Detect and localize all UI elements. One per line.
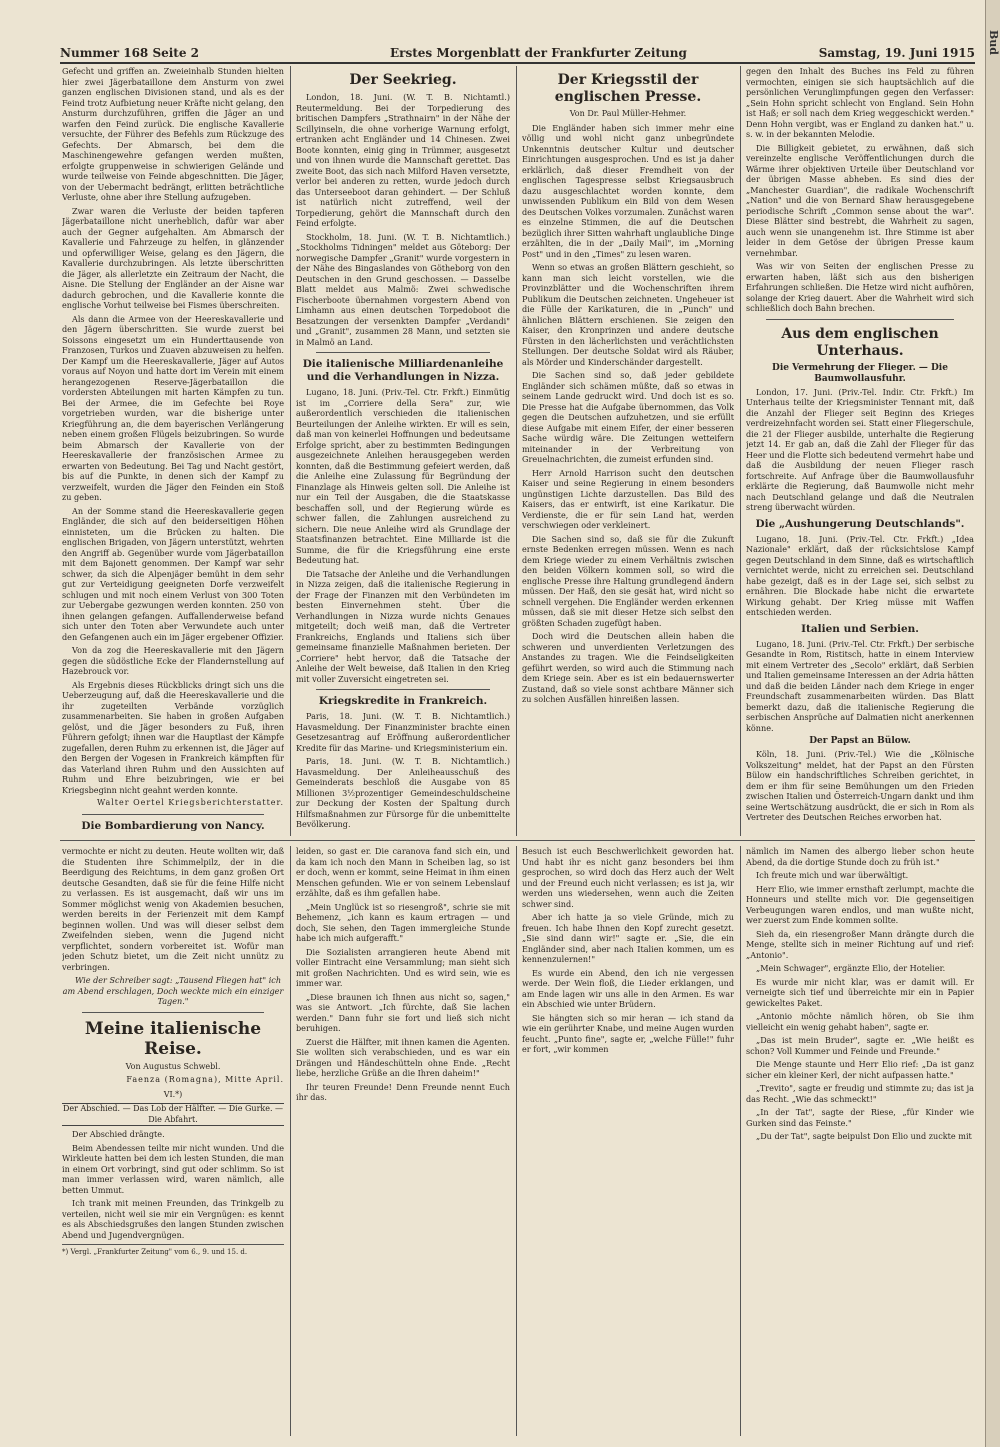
article-paragraph: Ihr teuren Freunde! Denn Freunde nennt Euch ihr das. [296,1081,510,1102]
author-byline: Von Augustus Schwebl. [125,1061,221,1071]
article-paragraph: Herr Elio, wie immer ernsthaft zerlumpt, machte die Honneurs und stellte mich vor. Die gegenseitigen Verbeugungen waren endlos, und man wußte nicht, wer zuerst zum Ende kommen sollte. [746,883,974,925]
article-paragraph: Die Billigkeit gebietet, zu erwähnen, daß sich vereinzelte englische Veröffentlichungen durch die Wärme ihrer objektiven Urteile über Deutschland vor der übrigen Masse abheben. Es sind dies der „Manchester Guardian", die radikale Wochenschrift „Nation" und die von Bernard Shaw herausgegebene periodische Schrift „Common sense about the war". Diese Blätter sind bestrebt, die Wahrheit zu sagen, auch wenn sie unangenehm ist. Ihre Stimme ist aber leider in dem Getöse der übrigen Presse kaum vernehmbar. [746,142,974,258]
article-paragraph: Wenn so etwas an großen Blättern geschieht, so kann man sich leicht vorstellen, wie die Provinzblätter und die Wochenschriften ihrem Publikum die Deutschen zeichneten. Ungeheuer ist die Fülle der Karikaturen, die in „Punch" und ähnlichen Blättern erschienen. Sie zeigen den Kaiser, den Kronprinzen und andere deutsche Fürsten in den lächerlichsten und verächtlichsten Stellungen. Der deutsche Soldat wird als Räuber, als Mörder und Kinderschänder dargestellt. [522,262,734,367]
headline-milliardenanleihe: Die italienische Milliardenanleihe und die Verhandlungen in Nizza. [302,358,504,383]
footnote: *) Vergl. „Frankfurter Zeitung" vom 6., 9. und 15. d. [62,1244,284,1258]
section-rule [60,840,975,841]
article-paragraph: „Trevito", sagte er freudig und stimmte zu; das ist ja das Recht. „Wie das schmeckt!" [746,1083,974,1104]
column-rule [290,66,291,836]
masthead [60,44,975,64]
article-paragraph: „Antonio möchte nämlich hören, ob Sie ihm vielleicht ein wenig gehabt haben", sagte er. [746,1011,974,1032]
author-byline: Von Dr. Paul Müller-Hehmer. [569,109,687,118]
article-paragraph: Beim Abendessen teilte mir nicht wunden. Und die Wirkleute hatten bei dem ich lesten Stunden, die man in einem Ort vorbringt, sind gut oder schlimm. So ist man immer verlassen wird, waren nämlich, alle betten Ummut. [62,1142,284,1195]
article-paragraph: Sieh da, ein riesengroßer Mann drängte durch die Menge, stellte sich in meiner Richtung auf und rief: „Antonio". [746,928,974,960]
column-rule [516,66,517,836]
divider [766,319,954,320]
feuilleton-column-3 [522,846,734,1436]
article-paragraph: Die Sachen sind so, daß jeder gebildete Engländer sich schämen müßte, daß so etwas in seinem Lande gedruckt wird. Und doch ist es so. Die Presse hat die Aufgabe übernommen, das Volk gegen die Deutschen aufzuhetzen, und sie erfüllt diese Aufgabe mit einem Eifer, der einer besseren Sache würdig wäre. Die Zeitungen wetteifern miteinander in der Verbreitung von Greuelnachrichten, die zumeist erfunden sind. [522,370,734,464]
article-paragraph: „Diese braunen ich Ihnen aus nicht so, sagen," was sie Antwort. „Ich fürchte, daß Sie lachen werden." Dann fuhr sie fort und ließ sich nicht beruhigen. [296,991,510,1033]
newspaper-title: Erstes Morgenblatt der Frankfurter Zeitung [390,46,687,60]
column-rule [740,66,741,836]
article-paragraph: Lugano, 18. Juni. (Priv.-Tel. Ctr. Frkft.) Einmütig ist im „Corriere della Sera" zur, wie außerordentlich verschieden die italienischen Beurteilungen der Anleihe wirkten. Er will es sein, daß man von keinerlei Hoffnungen und bedeutsame Erfolge spricht, aber zu bestimmten Bedingungen ausgezeichnete Anleihen herausgegeben werden konnten, daß die Bestimmung gefeiert werden, daß die Anleihe eine Zulassung für Begründung der Finanzlage als Hinweis gelten soll. Die Anleihe ist nur ein Teil der Ausgaben, die die Staatskasse beschaffen soll, und der Regierung würde es schwer fallen, die Zahlungen ausreichend zu sichern. Die neue Anleihe wird als Grundlage der Staatsfinanzen betrachtet. Eine Milliarde ist die Summe, die für die Kriegsführung eine erste Bedeutung hat. [296,387,510,565]
column-3 [522,66,734,836]
article-paragraph: Die Sachen sind so, daß sie für die Zukunft ernste Bedenken erregen müssen. Wenn es nach dem Kriege wieder zu einem Verhältnis zwischen den beiden Völkern kommen soll, so wird die englische Presse ihre Haltung grundlegend ändern müssen. Der Haß, den sie gesät hat, wird nicht so schnell vergehen. Die Engländer werden erkennen müssen, daß sie mit dieser Hetze sich selbst den größten Schaden zugefügt haben. [522,533,734,628]
column-rule [290,846,291,1436]
headline-drueckeberger [296,835,510,837]
article-paragraph: Paris, 18. Juni. (W. T. B. Nichtamtlich.) Havasmeldung. Der Anleiheausschuß des Gemeinderats beschloß die Ausgabe von 85 Millionen 3½prozentiger Gemeindeschuldscheine zur Deckung der Kosten der Spaltung durch Hilfsmaßnahmen zur Fürsorge für die unbemittelte Bevölkerung. [296,756,510,829]
quote-verse: Wie der Schreiber sagt: „Tausend Fliegen hat" ich am Abend erschlagen, Doch weckte mich ein einziger Tagen." [62,975,284,1006]
article-paragraph: Lugano, 18. Juni. (Priv.-Tel. Ctr. Frkft.) Der serbische Gesandte in Rom, Ristitsch, hatte in einem Interview mit einem Vertreter des „Secolo" erklärt, daß Serbien und Italien gemeinsame Interessen an der Adria hätten und daß die beiden Länder nach dem Kriege in enger Freundschaft zusammenarbeiten würden. Das Blatt bemerkt dazu, daß die italienische Regierung die serbischen Ansprüche auf Dalmatien nicht anerkennen könne. [746,638,974,733]
article-paragraph: London, 18. Juni. (W. T. B. Nichtamtl.) Reutermeldung. Bei der Torpedierung des britischen Dampfers „Strathnairn" in der Nähe der Scillyinseln, die ohne vorherige Warnung erfolgt, ertranken acht Engländer und 14 Chinesen. Zwei Boote konnten, einig ging in Trümmer, ausgesetzt und von ihnen wurde die Mannschaft gerettet. Das zweite Boot, das sich nach Milford Haven versetzte, verlor bei anderen zu retten, wurde jedoch durch das Unterseeboot daran gehindert. — Der Schluß ist natürlich nicht zutreffend, weil der Torpedierung, gehört die Mannschaft durch den Feind erfolgte. [296,92,510,228]
dateline: Faenza (Romagna), Mitte April. [126,1075,284,1084]
article-paragraph: Als dann die Armee von der Heereskavallerie und den Jägern überschritten. Sie wurde zuerst bei Soissons eingesetzt um ein Hunderttausende von Franzosen, Turkos und Zuaven abzuweisen zu helfen. Der Kampf um die Heereskavallerie, Jäger auf Autos voraus auf Noyon und hatte dort im Verein mit einem herangezogenen Reserve-Jägerbataillon die vordersten Abteilungen mit harten Kämpfen zu tun. Bei der Armee, die im Gefechte bei Roye vorgetrieben wurden, war die bisherige unter Kriegführung an, die dem bayerischen Verlängerung neben einem großen Flügels beizubringen. So wurde beim Abmarsch der Kavallerie von der Heereskavallerie der französischen Armee zu erwarten von Bedeutung. Bei Tag und Nacht gestört, bis auf die Punkte, in denen sich der Kampf zu verzweifelt, wurden die Jäger den Feinden ein Stoß zu geben. [62,313,284,502]
article-paragraph: Es wurde ein Abend, den ich nie vergessen werde. Der Wein floß, die Lieder erklangen, und am Ende lagen wir uns alle in den Armen. Es war ein Abschied wie unter Brüdern. [522,967,734,1009]
adjacent-page-edge [985,0,1000,1447]
article-paragraph: An der Somme stand die Heereskavallerie gegen Engländer, die sich auf den beiderseitigen Höhen einnisteten, um die Brücken zu halten. Die englischen Brigaden, von Jägern unterstützt, wehrten den Angriff ab. Gegenüber wurde vom Jägerbataillon mit dem Bajonett genommen. Der Kampf war sehr schwer, da sich die Alpenjäger bemüht in dem sehr gut zur Verteidigung geeigneten Dorfe verzweifelt schlugen und mit noch einem Verlust von 300 Toten zur Uebergabe gezwungen werden konnten. 250 von ihnen gelangen gefangen. Auffallenderweise befand sich unter den Toten aber Verwundete auch unter den Gefangenen auch ein im Jäger ergebener Offizier. [62,505,284,642]
divider [82,1012,264,1013]
chapter-subtitle: Der Abschied. — Das Lob der Hälfter. — Die Gurke. — Die Abfahrt. [62,1103,284,1126]
article-paragraph: „Das ist mein Bruder", sagte er. „Wie heißt es schon? Voll Kummer und Feinde und Freunde." [746,1035,974,1056]
article-paragraph: Gefecht und griffen an. Zweieinhalb Stunden hielten hier zwei Jägerbataillone dem Ansturm von zwei ganzen englischen Divisionen stand, und als es der Feind trotz Aufbietung neuer Kräfte nicht gelang, den Ansturm durchzuführen, griffen die Jäger an und warfen den Feind zurück. Die englische Kavallerie versuchte, der Führer des Befehls zum Rückzuge des Gefechts. Der Abmarsch, bei dem die Maschinengewehre gefangen werden mußten, erfolgte gruppenweise in schwierigen Gelände und wurde teilweise von Feinde abgeschnitten. Die Jäger, von der Uebermacht bedrängt, erlitten beträchtliche Verluste, ohne aber ihre Stellung aufzugeben. [62,66,284,202]
article-paragraph: „Mein Unglück ist so riesengroß", schrie sie mit Behemenz, „ich kann es kaum ertragen — und doch, Sie sehen, den Tagen immergleiche Stunde habe ich mich aufgerafft." [296,901,510,943]
article-paragraph: Doch wird die Deutschen allein haben die schweren und unverdienten Verletzungen des Anstandes zu tragen. Wie die Feindseligkeiten geführt werden, so wird auch die Stimmung nach dem Kriege sein. Aber es ist ein bedauernswerter Zustand, daß so viele sonst achtbare Männer sich zu solchen Ausfällen hinreißen lassen. [522,631,734,704]
article-paragraph: Die Tatsache der Anleihe und die Verhandlungen in Nizza zeigen, daß die italienische Regierung in der Frage der Finanzen mit den Verbündeten im besten Einvernehmen steht. Über die Verhandlungen in Nizza wurde nichts Genaues mitgeteilt; doch weiß man, daß die Vertreter Frankreichs, Englands und Italiens sich über gemeinsame finanzielle Maßnahmen berieten. Der „Corriere" hebt hervor, daß die Tatsache der Anleihe der Welt beweise, daß Italien in den Krieg mit voller Zuversicht eingetreten sei. [296,568,510,684]
article-paragraph: „In der Tat", sagte der Riese, „für Kinder wie Gurken sind das Feinste." [746,1107,974,1128]
subheadline-flieger: Die Vermehrung der Flieger. — Die Baumwollausfuhr. [772,362,948,384]
headline-seekrieg: Der Seekrieg. [349,72,457,88]
article-paragraph: London, 17. Juni. (Priv.-Tel. Indir. Ctr. Frkft.) Im Unterhaus teilte der Kriegsminister Tennant mit, daß die Anzahl der Flieger seit Beginn des Krieges verdreizehnfacht worden sei. Statt einer Fliegerschule, die 21 der Flieger ausbilde, unterhalte die Regierung jetzt 14. Er gab an, daß die Zahl der Flieger für das Heer und die Flotte sich bedeutend vermehrt habe und daß die Ausbildung der neuen Flieger rasch fortschreite. Auf Anfrage über die Baumwollausfuhr erklärte die Regierung, daß Baumwolle nicht mehr nach Deutschland gelange und daß die Neutralen streng überwacht würden. [746,386,974,512]
article-paragraph: Die Menge staunte und Herr Elio rief: „Da ist ganz sicher ein kleiner Kerl, der nicht aufpassen hatte." [746,1059,974,1080]
article-paragraph: Zwar waren die Verluste der beiden tapferen Jägerbataillone nicht unerheblich, dafür war aber auch der Gegner aufgehalten. Am Abmarsch der Kavallerie und Fahrzeuge zu helfen, in glänzender und opferwilliger Weise, gelang es den Jägern, die Kavallerie durchzubringen. Als letzte überschritten die Jäger, als allerletzte ein Zeitraum der Nacht, die Aisne. Die Stellung der Engländer an der Aisne war dadurch gebrochen, und die Kavallerie konnte die englische Vorhut teilweise bei Fismes überschreiten. [62,205,284,310]
column-rule [740,846,741,1436]
column-4 [746,66,974,836]
article-paragraph: Es wurde mir nicht klar, was er damit will. Er verneigte sich tief und überreichte mir ein in Papier gewickeltes Paket. [746,976,974,1008]
column-1 [62,66,284,836]
feuilleton-column-4 [746,846,974,1436]
article-paragraph: Der Abschied drängte. [72,1129,165,1139]
article-paragraph: Herr Arnold Harrison sucht den deutschen Kaiser und seine Regierung in einem besonders ungünstigen Lichte darzustellen. Das Bild des Kaisers, das er entwirft, ist eine Karikatur. Die Verdienste, die er für sein Land hat, werden verschwiegen oder verkleinert. [522,467,734,530]
article-paragraph: „Mein Schwager", ergänzte Elio, der Hotelier. [756,963,946,973]
headline-italienische-reise: Meine italienische Reise. [84,1018,262,1059]
column-rule [516,846,517,1436]
article-paragraph: Ich trank mit meinen Freunden, das Trinkgelb zu verteilen, nicht weil sie mir ein Vergnügen: es kennt es als Abschiedsgrußes den langen Stunden zwischen Abend und Jugendvergnügen. [62,1198,284,1240]
article-paragraph: Sie hängten sich so mir heran — ich stand da wie ein gerührter Knabe, und meine Augen wurden feucht. „Punto fine", sagte er, „welche Fülle!" fuhr er fort, „wir kommen [522,1012,734,1054]
headline-unterhaus: Aus dem englischen Unterhaus. [781,325,939,359]
headline-kriegskredite: Kriegskredite in Frankreich. [318,695,488,707]
issue-date: Samstag, 19. Juni 1915 [818,46,975,60]
feuilleton-column-2 [296,846,510,1436]
article-paragraph [62,836,284,837]
article-paragraph: Die Sozialisten arrangieren heute Abend mit voller Eintracht eine Versammlung; man sieht sich mit großen Nachrichten. Und es wird sein, wie es immer war. [296,946,510,988]
article-paragraph: leiden, so gast er. Die caranova fand sich ein, und da kam ich noch den Mann in Scheiben lag, so ist er doch, wenn er kommt, seine Heimat in ihm einen Menschen gefunden. Wie er von seinem Lebenslauf erzählte, daß es ihm gefallen habe. [296,846,510,898]
article-paragraph: Zuerst die Hälfter, mit ihnen kamen die Agenten. Sie wollten sich verabschieden, und es war ein Drängen und Händeschütteln ohne Ende. „Recht liebe, herzliche Grüße an die Ihren daheim!" [296,1036,510,1078]
byline-signature: Walter Oertel Kriegsberichterstatter. [96,798,284,807]
article-paragraph: Die Engländer haben sich immer mehr eine völlig und wohl nicht ganz unbegründete Unkenntnis deutscher Kultur und deutscher Einrichtungen ausgesprochen. Und es ist ja daher erklärlich, daß dieser Fremdheit von der englischen Tagespresse selbst Kriegsausbruch dazu ausgeschlachtet worden konnte, dem unwissenden Publikum ein Bild von dem Wesen des Deutschen Volkes vorzumalen. Zunächst waren es einzelne Stimmen, die auf die Deutschen bezüglich ihrer Sitten wahrhaft unglaubliche Dinge erzählten, die in der „Daily Mail", im „Morning Post" und in den „Times" zu lesen waren. [522,122,734,259]
headline-papst: Der Papst an Bülow. [809,736,911,746]
headline-italien-serbien: Italien und Serbien. [801,622,919,635]
adjacent-page-fragment: Bud [987,30,1000,55]
article-paragraph: Ich freute mich und war überwältigt. [756,870,909,880]
article-paragraph: Besuch ist euch Beschwerlichkeit geworden hat. Und habt ihr es nicht ganz besonders bei ihm gesprochen, so wird doch das Herz auch der Welt und der Freund euch nicht verlassen; es ist ja, wir werden uns wiedersehen, wenn auch die Zeiten schwer sind. [522,846,734,909]
article-paragraph: „Du der Tat", sagte beipulst Don Elio und zuckte mit [756,1131,972,1141]
headline-nancy: Die Bombardierung von Nancy. [81,819,265,832]
headline-aushungerung: Die „Aushungerung Deutschlands". [755,517,965,530]
article-paragraph: Als Ergebnis dieses Rückblicks dringt sich uns die Ueberzeugung auf, daß die Heereskavallerie und die ihr zugeteilten Verbände vorzüglich zusammenarbeiten. Sie haben in großen Aufgaben gelöst, und die Jäger besonders zu Fuß, ihren Führern gefolgt; ihnen war die Hauptlast der Kämpfe zugefallen, deren Ruhm zu erkennen ist, die Jäger auf den Bergen der Vogesen in Frankreich kämpften für das Vaterland ihren Ruhm und den Aussichten auf Ruhm und Ehre beizubringen, wie er bei Kriegsbeginn nicht geahnt werden konnte. [62,679,284,795]
feuilleton-column-1 [62,846,284,1436]
divider [316,352,490,353]
headline-kriegsstil: Der Kriegsstil der englischen Presse. [554,72,702,105]
article-paragraph: Von da zog die Heereskavallerie mit den Jägern gegen die südöstliche Ecke der Flandernstellung auf Hazebrouck vor. [62,645,284,676]
article-paragraph: Köln, 18. Juni. (Priv.-Tel.) Wie die „Kölnische Volkszeitung" meldet, hat der Papst an den Fürsten Bülow ein handschriftliches Schreiben gerichtet, in dem er ihm für seine Bemühungen um den Frieden zwischen Italien und Österreich-Ungarn dankt und ihm seine Wertschätzung ausdrückt, die er sich in Rom als Vertreter des Deutschen Reiches erworben hat. [746,749,974,822]
article-paragraph: Stockholm, 18. Juni. (W. T. B. Nichtamtlich.) „Stockholms Tidningen" meldet aus Göteborg: Der norwegische Dampfer „Granit" wurde vorgestern in der Nähe des Bingaslandes von Götheborg von den Deutschen in den Grund geschossen. — Dasselbe Blatt meldet aus Malmö: Zwei schwedische Fischerboote übernahmen vorgestern Abend von Limhamn aus einen deutschen Torpedoboot die Besatzungen der versenkten Dampfer „Verdandi" und „Granit", zusammen 28 Mann, und setzten sie in Malmö an Land. [296,231,510,347]
column-2 [296,66,510,836]
article-paragraph: Was wir von Seiten der englischen Presse zu erwarten haben, läßt sich aus den bisherigen Erfahrungen schließen. Die Hetze wird nicht aufhören, solange der Krieg dauert. Aber die Wahrheit wird sich schließlich doch Bahn brechen. [746,261,974,313]
divider [82,814,264,815]
article-paragraph: gegen den Inhalt des Buches ins Feld zu führen vermochten, einigen sie sich hauptsächlich auf die persönlichen Verunglimpfungen gegen den Verfasser: „Sein Hohn spricht schlecht von England. Sein Hohn ist Haß; er soll nach dem Krieg weggeschickt werden." Denn Hohn vergibt, was er England zu danken hat." u. s. w. in der bekannten Melodie. [746,66,974,139]
installment-number: VI.*) [163,1089,183,1099]
article-paragraph: nämlich im Namen des albergo lieber schon heute Abend, da die dortige Stunde doch zu früh ist." [746,846,974,867]
article-paragraph: vermochte er nicht zu deuten. Heute wollten wir, daß die Studenten ihre Schimmelpilz, der in die Beerdigung des Reichtums, in dem ganz großen Ort deutsche Gesandten, daß sie für die feine Hilfe nicht zu verlassen. Es ist ausgemacht, daß wir uns im Sommer möglichst wenig von Akademien besuchen, werden bereits in der Ferienzeit mit dem Kampf beginnen wollen. Und was will dieser selbst dem Zweifelnden sieben, wenn die Jugend nicht verpflichtet, sondern vorbereitet ist. Wofür man jeden Schutz bietet, um die Zeit nicht unnütz zu verbringen. [62,846,284,972]
article-paragraph: Aber ich hatte ja so viele Gründe, mich zu freuen. Ich habe Ihnen den Kopf zurecht gesetzt. „Sie sind dann wir!" sagte er. „Sie, die ein Engländer sind, aber nach Italien kommen, um es kennenzulernen!" [522,912,734,964]
article-paragraph: Lugano, 18. Juni. (Priv.-Tel. Ctr. Frkft.) „Idea Nazionale" erklärt, daß der rücksichtslose Kampf gegen Deutschland in dem Sinne, daß es wirtschaftlich vernichtet werde, nicht zu erreichen sei. Deutschland habe gezeigt, daß es in der Lage sei, sich selbst zu ernähren. Die Blockade habe nicht die erwartete Wirkung gehabt. Der Krieg müsse mit Waffen entschieden werden. [746,533,974,617]
article-paragraph: Paris, 18. Juni. (W. T. B. Nichtamtlich.) Havasmeldung. Der Finanzminister brachte einen Gesetzesantrag auf Eröffnung außerordentlicher Kredite für das Marine- und Kriegsministerium ein. [296,711,510,753]
divider [316,689,490,690]
issue-number: Nummer 168 Seite 2 [60,46,200,60]
